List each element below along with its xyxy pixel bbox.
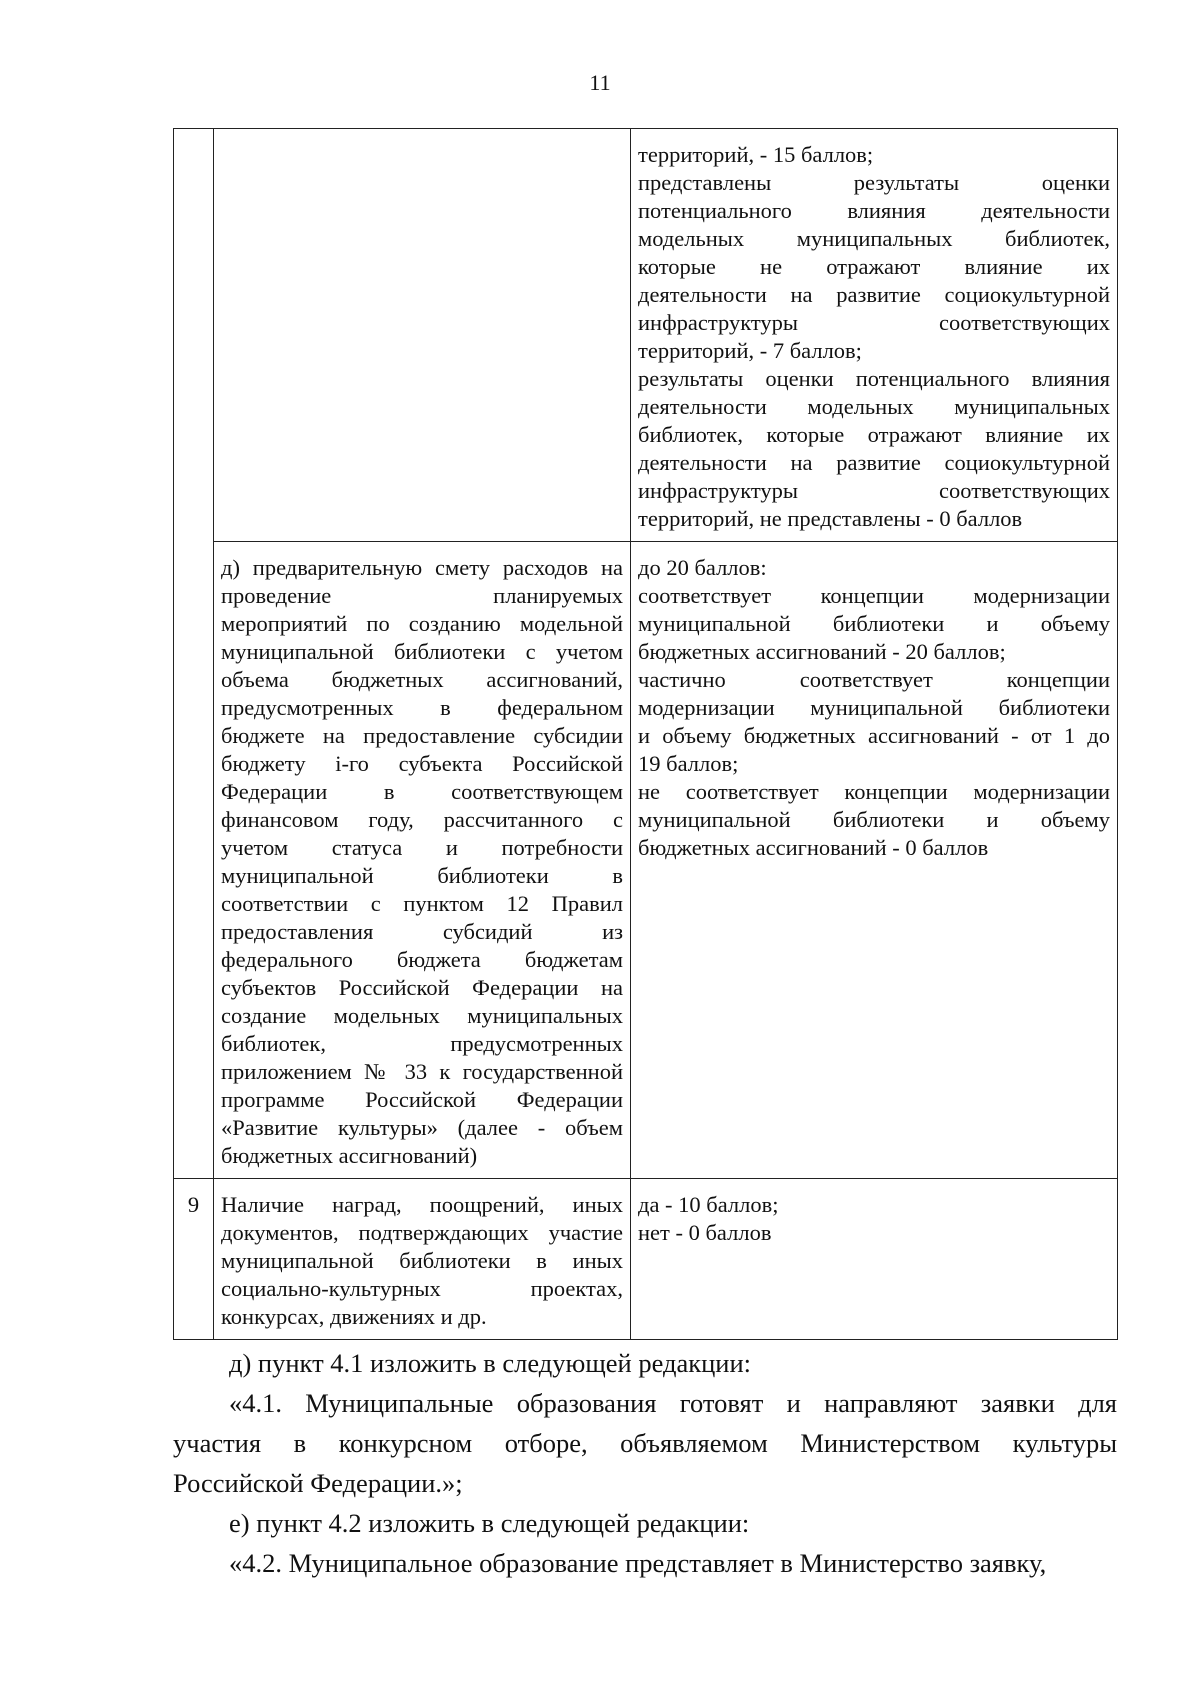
description-cell — [214, 129, 631, 542]
text-line: библиотек, которые отражают влияние их — [638, 422, 1110, 447]
description-cell — [214, 1179, 631, 1340]
text-line: объема бюджетных ассигнований, — [221, 667, 623, 692]
text-line: муниципальной библиотеки с учетом — [221, 639, 623, 664]
text-line: д) предварительную смету расходов на — [221, 555, 623, 580]
row-9-description — [221, 1191, 623, 1331]
paragraph-line: е) пункт 4.2 изложить в следующей редакции: — [229, 1508, 750, 1538]
text-line: частично соответствует концепции — [638, 667, 1110, 692]
row-d-criteria — [638, 554, 1110, 862]
text-line: представлены результаты оценки — [638, 170, 1110, 195]
text-line: до 20 баллов: — [638, 555, 767, 580]
text-line: муниципальной библиотеки в иных — [221, 1248, 623, 1273]
table-row-continuation — [174, 129, 1118, 542]
row-9-criteria — [638, 1191, 1110, 1247]
text-line: «Развитие культуры» (далее - объем — [221, 1115, 623, 1140]
paragraph-line: Российской Федерации.»; — [173, 1468, 463, 1498]
text-line: муниципальной библиотеки в — [221, 863, 623, 888]
paragraph-line: «4.2. Муниципальное образование представляет в Министерство заявку, — [229, 1548, 1047, 1578]
table-row-d — [174, 542, 1118, 1179]
text-line: инфраструктуры соответствующих — [638, 478, 1110, 503]
text-line: федерального бюджета бюджетам — [221, 947, 623, 972]
text-line: соответствии с пунктом 12 Правил — [221, 891, 623, 916]
text-line: деятельности на развитие социокультурной — [638, 450, 1110, 475]
text-line: финансовом году, рассчитанного с — [221, 807, 623, 832]
text-line: приложением № 33 к государственной — [221, 1059, 623, 1084]
criteria-text — [638, 141, 1110, 533]
row-number-cell: 9 — [174, 1179, 214, 1340]
text-line: конкурсах, движениях и др. — [221, 1304, 487, 1329]
text-line: территорий, - 15 баллов; — [638, 142, 874, 167]
text-line: библиотек, предусмотренных — [221, 1031, 623, 1056]
row-number-cell — [174, 542, 214, 1179]
text-line: территорий, не представлены - 0 баллов — [638, 506, 1023, 531]
text-line: документов, подтверждающих участие — [221, 1220, 623, 1245]
text-line: не соответствует концепции модернизации — [638, 779, 1110, 804]
text-line: создание модельных муниципальных — [221, 1003, 623, 1028]
text-line: субъектов Российской Федерации на — [221, 975, 623, 1000]
text-line: да - 10 баллов; — [638, 1192, 779, 1217]
text-line: инфраструктуры соответствующих — [638, 310, 1110, 335]
text-line: предоставления субсидий из — [221, 919, 623, 944]
text-line: бюджетных ассигнований - 20 баллов; — [638, 639, 1006, 664]
text-line: мероприятий по созданию модельной — [221, 611, 623, 636]
text-line: модельных муниципальных библиотек, — [638, 226, 1110, 251]
text-line: 19 баллов; — [638, 751, 739, 776]
text-line: Наличие наград, поощрений, иных — [221, 1192, 623, 1217]
evaluation-criteria-table — [173, 128, 1118, 1340]
text-line: предусмотренных в федеральном — [221, 695, 623, 720]
paragraph-line: д) пункт 4.1 изложить в следующей редакции: — [229, 1348, 752, 1378]
text-line: деятельности на развитие социокультурной — [638, 282, 1110, 307]
text-line: муниципальной библиотеки и объему — [638, 611, 1110, 636]
text-line: потенциального влияния деятельности — [638, 198, 1110, 223]
page-number: 11 — [589, 70, 611, 95]
amendment-text — [173, 1343, 1117, 1583]
text-line: и объему бюджетных ассигнований - от 1 до — [638, 723, 1110, 748]
criteria-cell — [631, 542, 1118, 1179]
text-line: социально-культурных проектах, — [221, 1276, 623, 1301]
text-line: Федерации в соответствующем — [221, 779, 623, 804]
text-line: нет - 0 баллов — [638, 1220, 772, 1245]
text-line: проведение планируемых — [221, 583, 623, 608]
text-line: муниципальной библиотеки и объему — [638, 807, 1110, 832]
criteria-cell — [631, 129, 1118, 542]
description-cell — [214, 542, 631, 1179]
text-line: бюджете на предоставление субсидии — [221, 723, 623, 748]
paragraph-line: участия в конкурсном отборе, объявляемом Министерством культуры — [173, 1428, 1117, 1458]
text-line: учетом статуса и потребности — [221, 835, 623, 860]
table-row-9 — [174, 1179, 1118, 1340]
text-line: соответствует концепции модернизации — [638, 583, 1110, 608]
row-number-cell — [174, 129, 214, 542]
paragraph-line: «4.1. Муниципальные образования готовят и направляют заявки для — [229, 1388, 1117, 1418]
row-d-description — [221, 554, 623, 1170]
text-line: модернизации муниципальной библиотеки — [638, 695, 1110, 720]
text-line: программе Российской Федерации — [221, 1087, 623, 1112]
text-line: бюджетных ассигнований - 0 баллов — [638, 835, 989, 860]
text-line: которые не отражают влияние их — [638, 254, 1110, 279]
text-line: бюджетных ассигнований) — [221, 1143, 478, 1168]
text-line: результаты оценки потенциального влияния — [638, 366, 1110, 391]
text-line: деятельности модельных муниципальных — [638, 394, 1110, 419]
criteria-cell — [631, 1179, 1118, 1340]
text-line: бюджету i-го субъекта Российской — [221, 751, 623, 776]
text-line: территорий, - 7 баллов; — [638, 338, 862, 363]
